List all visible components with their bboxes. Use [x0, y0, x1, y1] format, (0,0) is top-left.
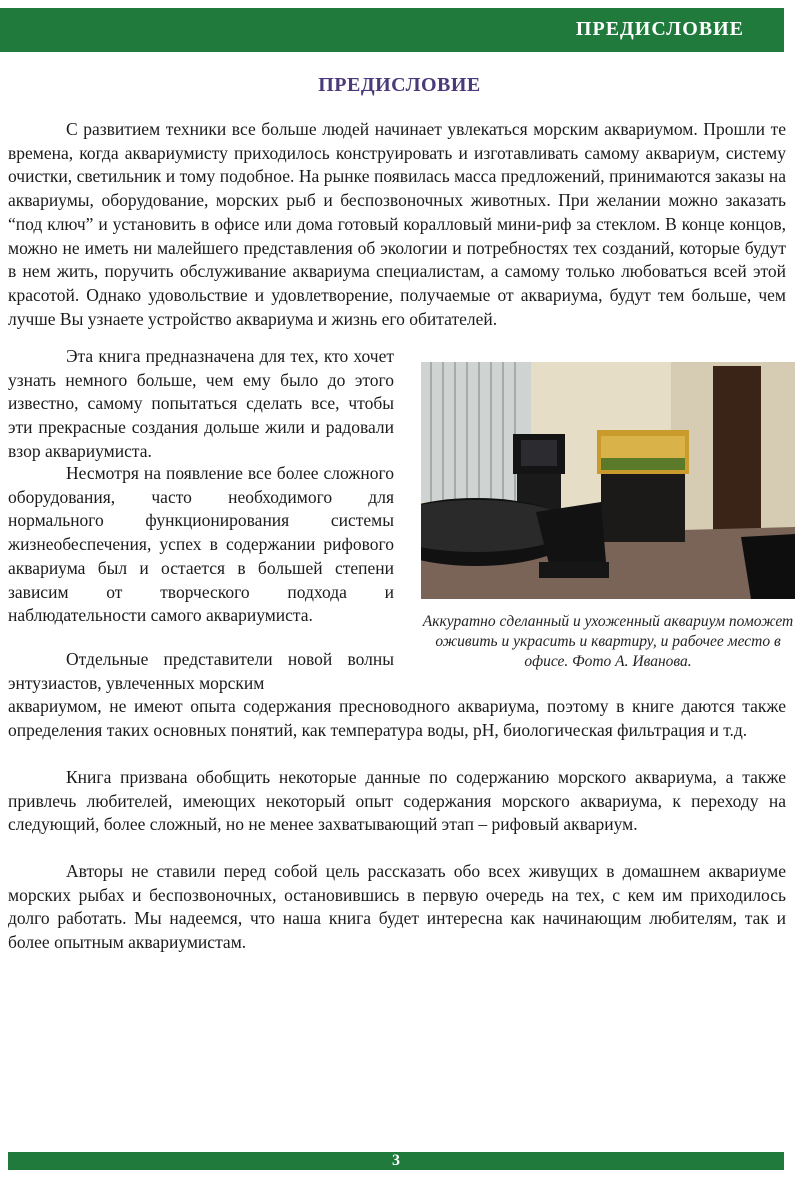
page-title: ПРЕДИСЛОВИЕ	[318, 74, 481, 96]
paragraph-authors: Авторы не ставили перед собой цель рассказать обо всех живущих в домашнем аквариуме морских рыбах и беспозвоночных, остановившись в первую очередь на тех, с кем им приходилось долго работать. Мы надеемся, что наша книга будет интересна как начинающим любителям, так и более опытным аквариумистам.	[8, 861, 786, 953]
header-band	[0, 8, 784, 52]
footer-band	[8, 1152, 784, 1170]
section-title: ПРЕДИСЛОВИЕ	[575, 18, 744, 40]
paragraph-goal: Книга призвана обобщить некоторые данные по содержанию морского аквариума, а также привлечь любителей, имеющих некоторый опыт содержания морского аквариума, к переходу на следующий, более сложный, но не менее захватывающий этап – рифовый аквариум.	[8, 767, 786, 835]
page-number: 3	[392, 1152, 400, 1169]
photo-caption: Аккуратно сделанный и ухоженный аквариум поможет оживить и украсить и квартиру, и рабочее место в офисе. Фото А. Иванова.	[422, 613, 794, 670]
paragraph-enthusiasts-start: Отдельные представители новой волны энтузиастов, увлеченных морским	[8, 649, 394, 693]
paragraph-intro: С развитием техники все больше людей начинает увлекаться морским аквариумом. Прошли те времена, когда аквариумисту приходилось конструировать и изготавливать самому аквариум, систему очистки, светильник и тому подобное. На рынке появилась масса предложений, принимаются заказы на аквариумы, оборудование, морских рыб и беспозвоночных животных. При желании можно заказать “под ключ” и установить в офисе или дома готовый коралловый мини-риф за стеклом. В конце концов, можно не иметь ни малейшего представления об экологии и потребностях тех созданий, которые будут в нем жить, поручить обслуживание аквариума специалистам, а самому только любоваться всей этой красотой. Однако удовольствие и удовлетворение, получаемые от аквариума, будут тем больше, чем лучше Вы узнаете устройство аквариума и жизнь его обитателей.	[8, 119, 786, 329]
paragraph-enthusiasts-end: аквариумом, не имеют опыта содержания пресноводного аквариума, поэтому в книге даются также определения таких основных понятий, как температура воды, pH, биологическая фильтрация и т.д.	[8, 696, 786, 740]
office-aquarium-photo	[421, 362, 795, 599]
paragraph-success: Несмотря на появление все более сложного оборудования, часто необходимого для нормального функционирования системы жизнеобеспечения, успех в содержании рифового аквариума был и остается в большей степени зависим от творческого подхода и наблюдательности самого аквариумиста.	[8, 463, 394, 626]
paragraph-purpose: Эта книга предназначена для тех, кто хочет узнать немного больше, чем ему было до этого известно, самому попытаться сделать все, чтобы эти прекрасные создания дольше жили и радовали взор аквариумиста.	[8, 346, 394, 461]
